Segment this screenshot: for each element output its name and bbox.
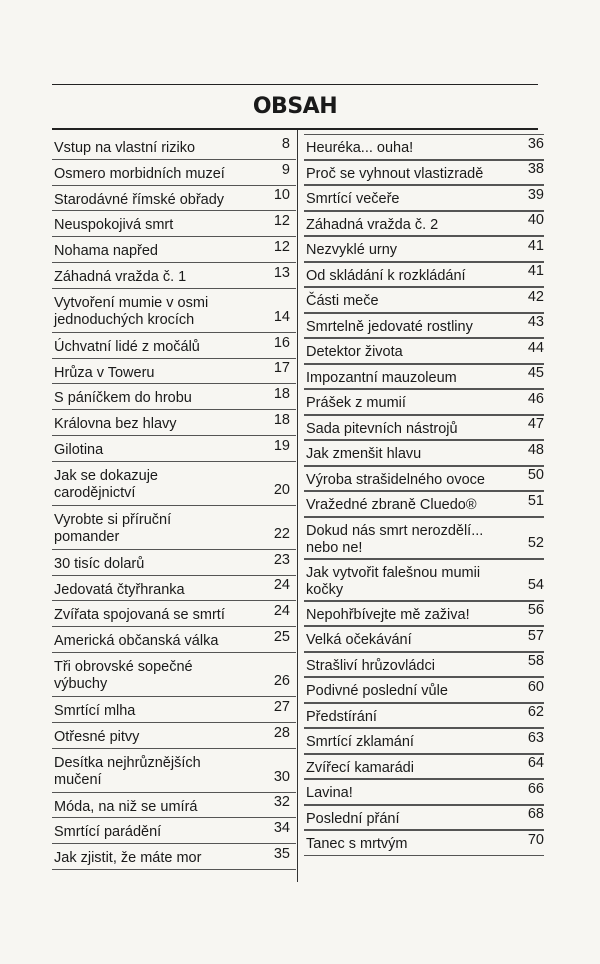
toc-entry-title: Smrtící parádění	[54, 824, 162, 841]
toc-entry	[52, 653, 296, 697]
toc-entry	[304, 262, 544, 288]
toc-entry-title: Impozantní mauzoleum	[306, 369, 457, 386]
toc-entry-title: Nepohřbívejte mě zaživa!	[306, 606, 470, 623]
toc-entry-page-number: 20	[273, 481, 290, 498]
toc-entry	[304, 389, 544, 415]
toc-entry-title: Desítka nejhrůznějších mučení	[54, 754, 201, 788]
toc-entry-title: Tři obrovské sopečné výbuchy	[54, 658, 193, 692]
toc-entry-page-number: 42	[527, 288, 544, 305]
toc-entry-title: Vytvoření mumie v osmi jednoduchých krocích	[54, 294, 209, 328]
toc-entry-title: Vražedné zbraně Cluedo®	[306, 497, 477, 513]
toc-entry	[304, 287, 544, 313]
top-rule	[52, 84, 538, 85]
toc-entry-page-number: 64	[527, 755, 544, 771]
toc-entry-page-number: 40	[527, 212, 544, 228]
toc-entry	[52, 793, 296, 819]
toc-entry-title: Záhadná vražda č. 1	[54, 268, 187, 285]
toc-entry-title: Lavina!	[306, 785, 353, 801]
toc-entry-title: Starodávné římské obřady	[54, 191, 225, 208]
toc-entry-title: Jak se dokazuje carodějnictví	[54, 467, 158, 501]
toc-entry	[52, 134, 296, 160]
toc-entry-page-number: 10	[273, 187, 290, 204]
toc-entry	[304, 364, 544, 390]
toc-entry-title: Královna bez hlavy	[54, 416, 177, 433]
title-rule	[52, 128, 538, 130]
toc-entry	[52, 818, 296, 844]
toc-entry-page-number: 57	[527, 627, 544, 644]
toc-entry-title: S páníčkem do hrobu	[54, 390, 192, 407]
toc-entry-page-number: 23	[273, 551, 290, 568]
toc-entry-title: Jedovatá čtyřhranka	[54, 581, 185, 598]
toc-entry-page-number: 24	[273, 603, 290, 620]
toc-entry-title: Jak vytvořit falešnou mumii kočky	[306, 564, 481, 598]
toc-entry-title: Nohama napřed	[54, 243, 158, 260]
toc-entry-title: Otřesné pitvy	[54, 728, 140, 745]
toc-entry-title: 30 tisíc dolarů	[54, 555, 145, 572]
toc-entry-title: Nezvyklé urny	[306, 242, 398, 258]
toc-entry-page-number: 16	[273, 334, 290, 351]
toc-entry-page-number: 18	[273, 411, 290, 428]
toc-entry	[52, 384, 296, 410]
toc-entry	[52, 506, 296, 550]
toc-entry-title: Móda, na niž se umírá	[54, 798, 198, 815]
toc-entry	[52, 601, 296, 627]
toc-entry	[52, 627, 296, 653]
toc-entry-title: Vyrobte si příruční pomander	[54, 511, 172, 545]
toc-entry-title: Jak zmenšit hlavu	[306, 446, 422, 462]
toc-entry-title: Velká očekávání	[306, 632, 412, 648]
toc-entry-title: Úchvatní lidé z močálů	[54, 338, 200, 355]
toc-entry	[304, 160, 544, 186]
toc-entry-page-number: 19	[273, 437, 290, 454]
toc-entry-page-number: 46	[527, 390, 544, 407]
toc-entry-title: Zvířata spojovaná se smrtí	[54, 607, 225, 624]
toc-entry-page-number: 24	[273, 577, 290, 594]
toc-entry	[304, 652, 544, 678]
toc-entry	[52, 462, 296, 506]
toc-entry-page-number: 17	[273, 360, 290, 377]
toc-entry-page-number: 60	[527, 678, 544, 695]
toc-entry	[304, 313, 544, 339]
toc-entry	[52, 697, 296, 723]
toc-entry	[52, 576, 296, 602]
toc-entry-title: Smrtící zklamání	[306, 734, 414, 750]
toc-entry-page-number: 54	[527, 576, 544, 593]
toc-entry-page-number: 9	[281, 161, 290, 178]
toc-entry-page-number: 18	[273, 386, 290, 403]
toc-entry	[52, 723, 296, 749]
toc-entry-page-number: 13	[273, 264, 290, 281]
toc-left-column	[52, 134, 296, 870]
toc-entry-page-number: 41	[527, 237, 544, 254]
toc-entry-title: Dokud nás smrt nerozdělí... nebo ne!	[306, 522, 484, 556]
toc-entry-page-number: 56	[527, 602, 544, 618]
toc-entry-page-number: 34	[273, 820, 290, 837]
toc-entry-page-number: 12	[273, 213, 290, 230]
toc-entry-title: Sada pitevních nástrojů	[306, 420, 458, 437]
toc-entry-page-number: 12	[273, 238, 290, 255]
toc-entry-page-number: 26	[273, 672, 290, 689]
toc-entry-title: Jak zjistit, že máte mor	[54, 850, 202, 867]
toc-entry-title: Výroba strašidelného ovoce	[306, 471, 485, 488]
toc-entry-page-number: 32	[273, 794, 290, 811]
toc-entry-title: Neuspokojivá smrt	[54, 217, 174, 234]
toc-entry	[304, 440, 544, 466]
toc-entry	[52, 186, 296, 212]
toc-entry-page-number: 39	[527, 186, 544, 203]
toc-entry-page-number: 27	[273, 698, 290, 715]
toc-entry	[304, 677, 544, 703]
toc-entry-title: Strašliví hrůzovládci	[306, 657, 435, 674]
toc-entry	[304, 601, 544, 627]
toc-entry-title: Vstup na vlastní riziko	[54, 140, 196, 156]
toc-entry-page-number: 66	[527, 780, 544, 797]
toc-entry	[52, 237, 296, 263]
page-title: OBSAH	[252, 94, 338, 119]
toc-entry-page-number: 52	[527, 534, 544, 551]
toc-entry	[304, 754, 544, 780]
toc-entry-title: Prášek z mumií	[306, 395, 406, 411]
toc-entry-page-number: 30	[273, 768, 290, 785]
toc-entry-page-number: 63	[527, 729, 544, 746]
toc-entry-page-number: 35	[273, 845, 290, 862]
toc-entry-page-number: 70	[527, 831, 544, 848]
toc-entry-page-number: 58	[527, 653, 544, 669]
toc-entry-title: Smrtící mlha	[54, 702, 136, 719]
toc-entry	[52, 160, 296, 186]
toc-entry-title: Předstírání	[306, 708, 377, 725]
toc-entry-page-number: 14	[273, 308, 290, 325]
toc-entry	[304, 626, 544, 652]
toc-entry	[304, 805, 544, 831]
toc-entry	[52, 359, 296, 385]
toc-entry-page-number: 62	[527, 704, 544, 720]
toc-entry-page-number: 48	[527, 441, 544, 458]
toc-entry	[52, 211, 296, 237]
toc-entry-title: Poslední přání	[306, 810, 400, 827]
toc-entry-title: Zvířecí kamarádi	[306, 759, 414, 776]
toc-entry	[52, 550, 296, 576]
toc-entry	[52, 289, 296, 333]
toc-entry	[52, 263, 296, 289]
toc-entry-title: Americká občanská válka	[54, 633, 219, 650]
toc-entry	[304, 491, 544, 517]
toc-entry-page-number: 47	[527, 416, 544, 432]
toc-entry-title: Od skládání k rozkládání	[306, 267, 466, 284]
toc-right-column	[304, 134, 544, 856]
toc-entry	[52, 410, 296, 436]
toc-entry-title: Heuréka... ouha!	[306, 140, 414, 156]
toc-entry	[304, 466, 544, 492]
toc-entry	[304, 517, 544, 559]
toc-entry-title: Proč se vyhnout vlastizradě	[306, 165, 484, 182]
toc-entry	[52, 844, 296, 870]
toc-entry	[52, 436, 296, 462]
toc-entry	[304, 415, 544, 441]
toc-entry	[304, 703, 544, 729]
toc-entry-page-number: 50	[527, 467, 544, 483]
toc-entry	[304, 236, 544, 262]
toc-entry	[304, 338, 544, 364]
toc-entry-title: Smrtící večeře	[306, 191, 400, 207]
toc-entry-page-number: 44	[527, 339, 544, 356]
toc-entry-title: Osmero morbidních muzeí	[54, 165, 225, 182]
toc-entry-title: Záhadná vražda č. 2	[306, 216, 439, 233]
toc-entry-page-number: 51	[527, 492, 544, 509]
toc-entry	[304, 779, 544, 805]
toc-entry	[304, 185, 544, 211]
toc-entry-title: Detektor života	[306, 344, 403, 360]
column-divider	[297, 130, 298, 882]
toc-entry-page-number: 41	[527, 263, 544, 279]
toc-entry-page-number: 25	[273, 628, 290, 645]
toc-entry-page-number: 8	[281, 135, 290, 152]
toc-entry-page-number: 43	[527, 314, 544, 330]
toc-entry-title: Tanec s mrtvým	[306, 836, 408, 852]
toc-entry	[52, 749, 296, 793]
toc-entry-page-number: 68	[527, 806, 544, 822]
toc-entry	[304, 134, 544, 160]
toc-entry	[304, 728, 544, 754]
toc-entry	[304, 559, 544, 601]
toc-entry-title: Podivné poslední vůle	[306, 683, 448, 699]
toc-entry-page-number: 28	[273, 724, 290, 741]
toc-entry-title: Smrtelně jedovaté rostliny	[306, 318, 473, 335]
toc-entry-title: Části meče	[306, 293, 379, 309]
toc-entry-title: Gilotina	[54, 441, 104, 458]
toc-entry	[304, 211, 544, 237]
toc-entry-page-number: 36	[527, 135, 544, 152]
toc-entry-title: Hrůza v Toweru	[54, 364, 155, 381]
toc-entry-page-number: 22	[273, 525, 290, 542]
toc-entry-page-number: 45	[527, 365, 544, 381]
toc-entry	[304, 830, 544, 856]
toc-entry-page-number: 38	[527, 161, 544, 177]
toc-entry	[52, 333, 296, 359]
